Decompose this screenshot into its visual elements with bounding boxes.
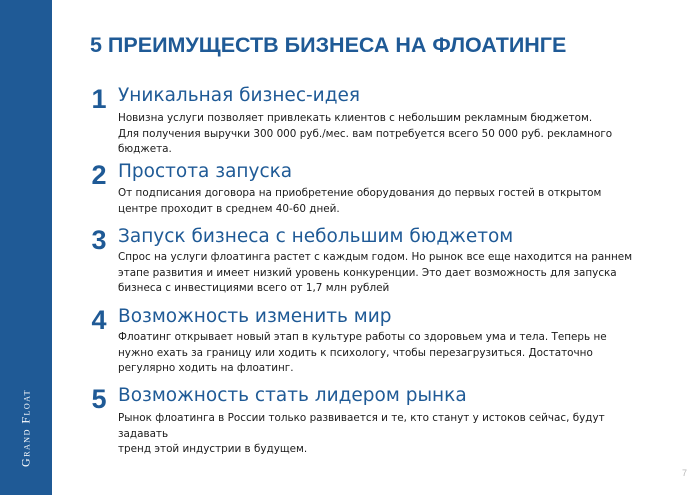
advantage-heading: Уникальная бизнес-идея [118,85,360,106]
description-line: От подписания договора на приобретение оборудования до первых гостей в открытом [118,187,602,199]
advantage-description [118,111,638,158]
page-number: 7 [681,468,687,478]
advantage-description [118,411,638,458]
description-line: бизнеса с инвестициями всего от 1,7 млн рублей [118,282,390,294]
description-line: бюджета. [118,143,172,155]
advantage-description [118,186,638,217]
description-line: Для получения выручки 300 000 руб./мес. вам потребуется всего 50 000 руб. рекламного [118,127,613,140]
description-line: центре проходит в среднем 40-60 дней. [118,202,340,215]
advantage-heading: Возможность изменить мир [118,306,392,327]
advantage-number: 1 [91,84,107,114]
description-line: тренд этой индустрии в будущем. [118,443,308,455]
description-line: Спрос на услуги флоатинга растет с каждым годом. Но рынок все еще находится на раннем [118,251,633,263]
sidebar-band [0,0,52,495]
advantage-heading: Простота запуска [118,161,293,182]
advantage-heading: Возможность стать лидером рынка [118,385,467,406]
advantage-number: 3 [91,225,107,255]
description-line: Флоатинг открывает новый этап в культуре работы со здоровьем ума и тела. Теперь не [118,331,607,343]
advantage-description [118,330,638,377]
page-title: 5 ПРЕИМУЩЕСТВ БИЗНЕСА НА ФЛОАТИНГЕ [90,33,567,57]
advantage-description [118,250,638,297]
advantage-heading: Запуск бизнеса с небольшим бюджетом [118,226,514,247]
advantage-number: 2 [91,160,107,190]
description-line: регулярно ходить на флоатинг. [118,362,294,374]
brand-logo: Grand Float [18,389,33,467]
advantage-number: 5 [91,384,107,414]
description-line: этапе развития и имеет низкий уровень конкуренции. Это дает возможность для запуска [118,266,617,279]
description-line: нужно ехать за границу или ходить к психологу, чтобы перезагрузиться. Достаточно [118,346,593,359]
advantage-number: 4 [91,305,107,335]
description-line: Рынок флоатинга в России только развивается и те, кто станут у истоков сейчас, будут задавать [118,412,605,440]
description-line: Новизна услуги позволяет привлекать клиентов с небольшим рекламным бюджетом. [118,112,593,124]
